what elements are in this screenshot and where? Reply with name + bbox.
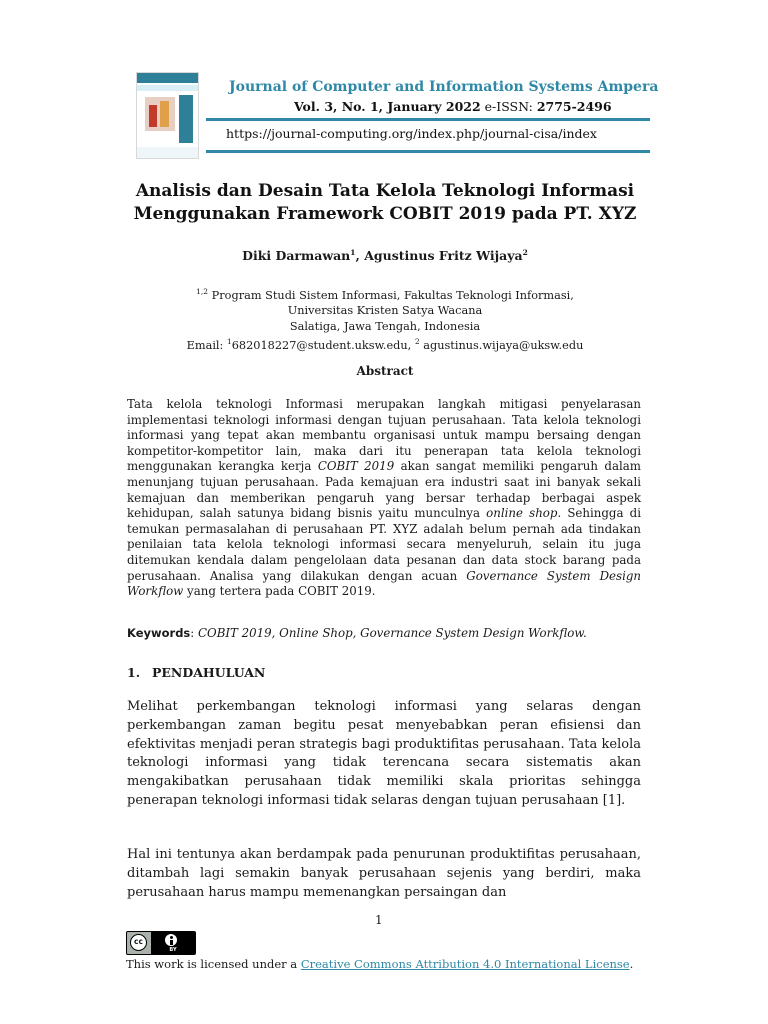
keywords <box>127 626 641 640</box>
email-line <box>110 334 660 353</box>
paper-title <box>110 180 660 226</box>
paper-title-line2: Menggunakan Framework COBIT 2019 pada PT. XYZ <box>133 204 637 224</box>
author-2: Agustinus Fritz Wijaya <box>364 248 523 264</box>
email2-sup: 2 <box>414 337 420 347</box>
email1-sup: 1 <box>226 337 232 347</box>
journal-url[interactable]: https://journal-computing.org/index.php/journal-cisa/index <box>226 126 597 141</box>
cc-icon: cc <box>130 934 147 951</box>
affiliation-sup: 1,2 <box>196 287 209 296</box>
author-2-sup: 2 <box>522 248 528 257</box>
header-divider-bottom <box>206 150 650 153</box>
section-heading <box>127 665 265 680</box>
keywords-label: Keywords <box>127 626 191 640</box>
license-suffix: . <box>629 957 634 971</box>
license-link[interactable]: Creative Commons Attribution 4.0 International License <box>300 957 630 971</box>
affiliation-line3: Salatiga, Jawa Tengah, Indonesia <box>289 319 481 333</box>
page-number: 1 <box>375 913 383 927</box>
section-title: PENDAHULUAN <box>152 665 266 680</box>
journal-cover-thumbnail <box>136 72 199 159</box>
author-separator: , <box>355 248 365 264</box>
abstract-italic-cobit: COBIT 2019 <box>317 459 395 474</box>
body-paragraph-2: Hal ini tentunya akan berdampak pada penurunan produktifitas perusahaan, ditambah lagi semakin banyak perusahaan sejenis yang berdiri, maka perusahaan harus mampu memenangkan persaingan dan <box>127 847 641 900</box>
keywords-colon: : <box>190 626 199 640</box>
section-number: 1. <box>127 665 141 680</box>
journal-title: Journal of Computer and Information Systems Ampera <box>229 79 659 95</box>
abstract-text: Tata kelola teknologi Informasi merupakan langkah mitigasi penyelarasan implementasi teknologi informasi dengan tujuan perusahaan. Tata kelola teknologi informasi yang tepat akan membantu organisasi untuk mampu bersaing dengan kompetitor-kompetitor lain, maka dari itu penerapan tata kelola teknologi menggunakan kerangka kerja COBIT 2019 akan sangat memiliki pengaruh dalam menunjang tujuan perusahaan. Pada kemajuan era industri saat ini banyak sekali kemajuan dan memberikan pengaruh yang bersar terhadap berbagai aspek kehidupan, salah satunya bidang bisnis yaitu munculnya online shop. Sehingga di temukan permasalahan di perusahaan PT. XYZ adalah belum pernah ada tindakan penilaian tata kelola teknologi informasi secara menyeluruh, selain itu juga ditemukan kendala dalam pengelolaan data pesanan dan data stock barang pada perusahaan. Analisa yang dilakukan dengan acuan Governance System Design Workflow yang tertera pada COBIT 2019. <box>127 397 641 599</box>
affiliation-line2: Universitas Kristen Satya Wacana <box>287 304 483 318</box>
issn-value: 2775-2496 <box>536 99 612 114</box>
abstract-italic-workflow: Governance System Design Workflow <box>127 568 641 599</box>
abstract-heading: Abstract <box>356 364 414 378</box>
body-paragraph-1: Melihat perkembangan teknologi informasi yang selaras dengan perkembangan zaman begitu pesat menyebabkan peran efisiensi dan efektivitas menjadi peran strategis bagi produktifitas perusahaan. Tata kelola teknologi informasi yang tidak terencana secara sistematis akan mengakibatkan perusahaan tidak memiliki skala prioritas sehingga penerapan teknologi informasi tidak selaras dengan tujuan perusahaan [1]. <box>127 699 641 808</box>
cc-by-license-badge[interactable] <box>126 931 196 955</box>
license-line <box>126 957 633 971</box>
authors <box>110 248 660 263</box>
issn-label: e-ISSN: <box>484 99 533 114</box>
email-label: Email: <box>186 339 227 353</box>
email-1: 682018227@student.uksw.edu, <box>231 339 415 353</box>
attribution-person-icon <box>165 934 177 946</box>
journal-volume: Vol. 3, No. 1, January 2022 <box>294 99 481 114</box>
affiliation-line1: Program Studi Sistem Informasi, Fakultas Teknologi Informasi, <box>208 288 574 302</box>
email-2: agustinus.wijaya@uksw.edu <box>419 339 584 353</box>
license-prefix: This work is licensed under a <box>126 957 301 971</box>
journal-volume-line <box>294 99 612 114</box>
paper-title-line1: Analisis dan Desain Tata Kelola Teknologi Informasi <box>135 181 635 201</box>
author-1-sup: 1 <box>350 248 356 257</box>
header-divider-top <box>206 118 650 121</box>
affiliation <box>110 284 660 354</box>
by-label: BY <box>169 947 177 953</box>
author-1: Diki Darmawan <box>242 248 351 264</box>
keywords-value: COBIT 2019, Online Shop, Governance System Design Workflow. <box>198 626 587 640</box>
abstract-italic-online-shop: online shop <box>486 506 558 521</box>
